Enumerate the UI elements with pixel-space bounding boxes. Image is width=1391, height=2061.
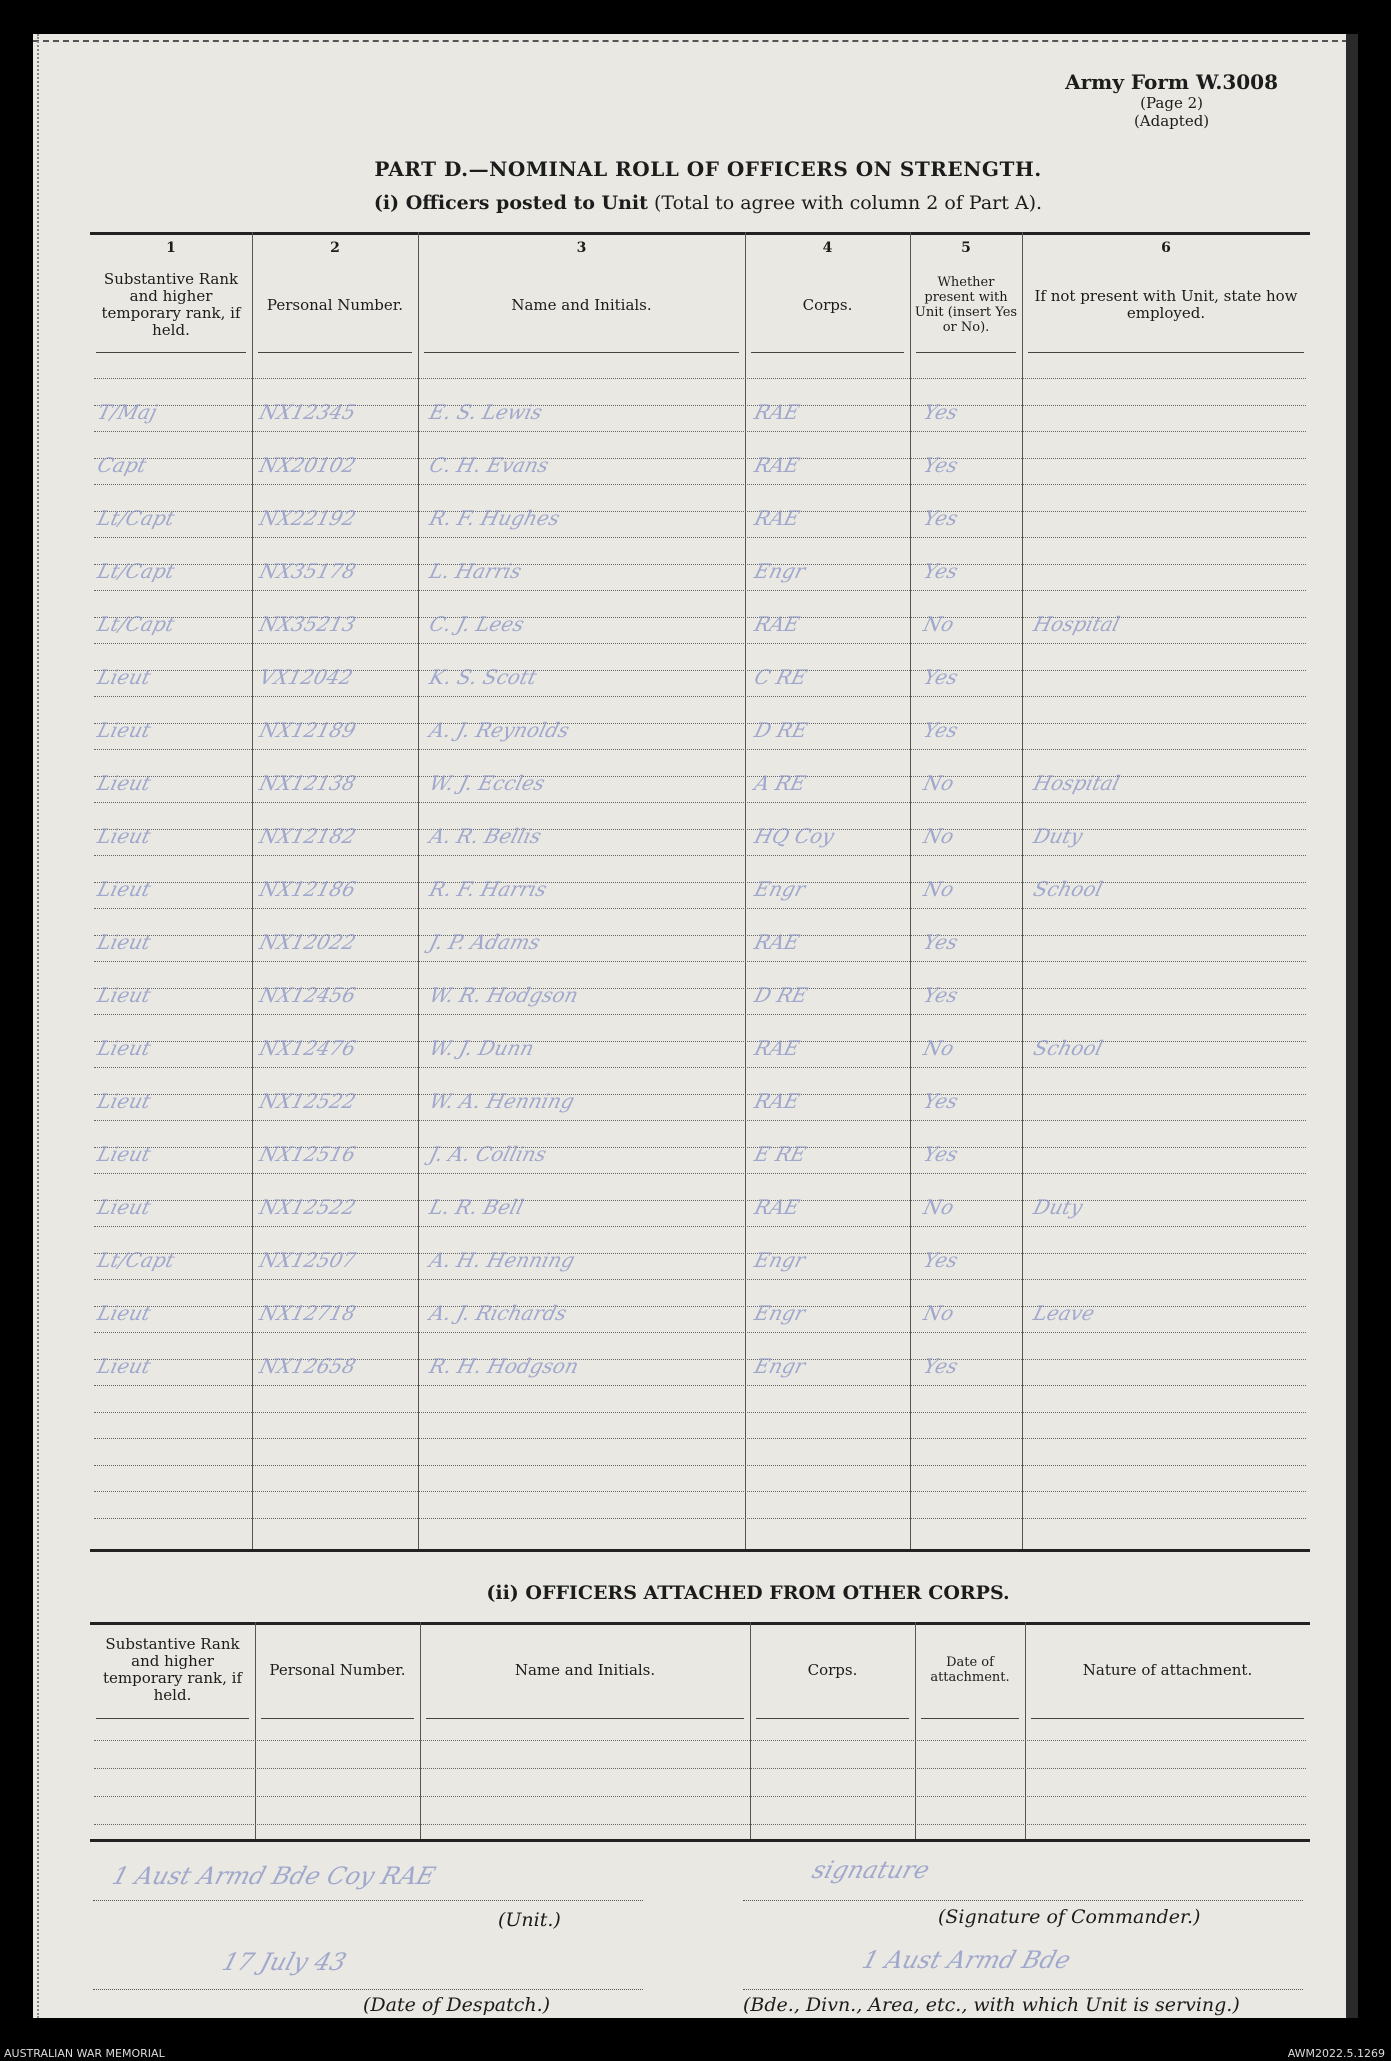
header-employed: If not present with Unit, state how employed. <box>1034 287 1298 322</box>
cell-number: NX35178 <box>257 559 359 583</box>
cell-present: No <box>921 1036 957 1060</box>
column-number-1: 1 <box>166 240 176 256</box>
cell-number: NX12522 <box>257 1195 359 1219</box>
cell-corps: A RE <box>752 771 809 795</box>
officers-attached-table <box>90 1622 1310 1842</box>
header-rule <box>1028 352 1304 353</box>
ruled-line <box>94 1412 1306 1413</box>
column-number-3: 3 <box>576 240 587 256</box>
ruled-line <box>94 1768 1306 1769</box>
cell-name: W. R. Hodgson <box>427 983 581 1007</box>
form-identifier <box>1065 70 1278 130</box>
ruled-line <box>94 1796 1306 1797</box>
cell-name: R. F. Harris <box>427 877 550 901</box>
cell-corps: E RE <box>752 1142 809 1166</box>
cell-present: Yes <box>921 1248 961 1272</box>
cell-present: Yes <box>921 400 961 424</box>
cell-corps: Engr <box>752 1354 808 1378</box>
column-number-4: 4 <box>822 240 833 256</box>
cell-name: W. J. Eccles <box>427 771 548 795</box>
despatch-label: (Date of Despatch.) <box>363 1994 551 2016</box>
cell-corps: RAE <box>752 400 803 424</box>
cell-rank: T/Maj <box>95 400 160 424</box>
cell-present: Yes <box>921 1142 961 1166</box>
cell-name: W. J. Dunn <box>427 1036 537 1060</box>
cell-corps: Engr <box>752 1248 808 1272</box>
header-rule <box>1031 1718 1304 1719</box>
column-number-5: 5 <box>961 240 971 256</box>
cell-rank: Lt/Capt <box>95 612 178 636</box>
cell-rank: Lieut <box>95 718 154 742</box>
commander-label: (Signature of Commander.) <box>938 1906 1201 1928</box>
form-page <box>33 34 1358 2018</box>
column-divider <box>418 232 419 1549</box>
column-divider <box>915 1622 916 1839</box>
unit-handwritten: 1 Aust Armd Bde Coy RAE <box>108 1862 439 1890</box>
cell-number: NX12138 <box>257 771 359 795</box>
cell-number: NX35213 <box>257 612 359 636</box>
cell-name: A. J. Richards <box>427 1301 570 1325</box>
cell-corps: RAE <box>752 453 803 477</box>
column-divider <box>420 1622 421 1839</box>
column-divider <box>1025 1622 1026 1839</box>
ruled-line <box>94 908 1306 909</box>
subtitle-rest: (Total to agree with column 2 of Part A). <box>653 192 1043 214</box>
column-number-2: 2 <box>330 240 340 256</box>
cell-employed: Hospital <box>1031 612 1123 636</box>
header-rule <box>96 352 246 353</box>
cell-corps: C RE <box>752 665 810 689</box>
header-rule <box>916 352 1016 353</box>
cell-employed: School <box>1031 877 1106 901</box>
cell-corps: RAE <box>752 1089 803 1113</box>
cell-present: Yes <box>921 559 961 583</box>
table-top-rule <box>90 232 1310 235</box>
header-present: Whether present with Unit (insert Yes or No). <box>914 275 1018 335</box>
unit-label: (Unit.) <box>498 1909 561 1931</box>
cell-rank: Lieut <box>95 877 154 901</box>
perforation-left <box>37 34 39 2018</box>
cell-present: Yes <box>921 718 961 742</box>
cell-name: L. Harris <box>427 559 525 583</box>
ruled-line <box>94 1067 1306 1068</box>
table2-top-rule <box>90 1622 1310 1625</box>
cell-number: NX12718 <box>257 1301 359 1325</box>
perforation-top <box>33 40 1358 42</box>
cell-number: VX12042 <box>257 665 356 689</box>
commander-signature: signature <box>808 1856 933 1884</box>
cell-present: Yes <box>921 1089 961 1113</box>
ruled-line <box>94 1824 1306 1825</box>
header-corps: Corps. <box>802 295 853 314</box>
commander-line <box>743 1900 1303 1901</box>
cell-name: A. J. Reynolds <box>427 718 572 742</box>
table2-bottom-rule <box>90 1839 1310 1842</box>
header-rule <box>96 1718 249 1719</box>
header-rule <box>756 1718 909 1719</box>
cell-rank: Lt/Capt <box>95 559 178 583</box>
cell-corps: RAE <box>752 930 803 954</box>
attached-header-rank: Substantive Rank and higher temporary rank, if held. <box>102 1635 243 1704</box>
cell-rank: Lieut <box>95 1089 154 1113</box>
ruled-line <box>94 1173 1306 1174</box>
cell-number: NX12189 <box>257 718 359 742</box>
table-bottom-rule <box>90 1549 1310 1552</box>
ruled-line <box>94 855 1306 856</box>
cell-number: NX12522 <box>257 1089 359 1113</box>
cell-number: NX12022 <box>257 930 359 954</box>
cell-employed: School <box>1031 1036 1106 1060</box>
ruled-line <box>94 1491 1306 1492</box>
bde-label: (Bde., Divn., Area, etc., with which Unit is serving.) <box>743 1994 1240 2016</box>
column-divider <box>252 232 253 1549</box>
ruled-line <box>94 484 1306 485</box>
ruled-line <box>94 1465 1306 1466</box>
cell-corps: HQ Coy <box>752 824 837 848</box>
despatch-line <box>93 1989 643 1990</box>
cell-rank: Lieut <box>95 1142 154 1166</box>
cell-rank: Lieut <box>95 983 154 1007</box>
cell-present: No <box>921 877 957 901</box>
ruled-line <box>94 696 1306 697</box>
cell-name: C. J. Lees <box>427 612 527 636</box>
cell-present: No <box>921 1195 957 1219</box>
cell-corps: RAE <box>752 612 803 636</box>
header-rule <box>424 352 739 353</box>
subtitle-bold: (i) Officers posted to Unit <box>373 192 648 214</box>
cell-name: W. A. Henning <box>427 1089 578 1113</box>
cell-employed: Duty <box>1031 824 1086 848</box>
cell-number: NX12186 <box>257 877 359 901</box>
cell-present: No <box>921 824 957 848</box>
cell-number: NX20102 <box>257 453 359 477</box>
ruled-line <box>94 961 1306 962</box>
cell-rank: Lieut <box>95 1354 154 1378</box>
section-2-title: (ii) OFFICERS ATTACHED FROM OTHER CORPS. <box>486 1582 1010 1604</box>
ruled-line <box>94 802 1306 803</box>
cell-name: J. P. Adams <box>427 930 543 954</box>
cell-present: Yes <box>921 1354 961 1378</box>
column-divider <box>910 232 911 1549</box>
cell-corps: RAE <box>752 506 803 530</box>
footer-left: AUSTRALIAN WAR MEMORIAL <box>4 2047 165 2060</box>
cell-number: NX12507 <box>257 1248 359 1272</box>
cell-present: Yes <box>921 506 961 530</box>
cell-present: No <box>921 612 957 636</box>
cell-corps: Engr <box>752 877 808 901</box>
ruled-line <box>94 1518 1306 1519</box>
footer-right: AWM2022.5.1269 <box>1287 2047 1385 2060</box>
ruled-line <box>94 1740 1306 1741</box>
cell-corps: RAE <box>752 1036 803 1060</box>
cell-number: NX22192 <box>257 506 359 530</box>
header-rule <box>426 1718 744 1719</box>
cell-number: NX12345 <box>257 400 359 424</box>
cell-rank: Lieut <box>95 824 154 848</box>
column-divider <box>745 232 746 1549</box>
cell-number: NX12456 <box>257 983 359 1007</box>
cell-present: Yes <box>921 453 961 477</box>
cell-corps: Engr <box>752 559 808 583</box>
cell-number: NX12658 <box>257 1354 359 1378</box>
form-page-number: (Page 2) <box>1140 94 1203 112</box>
attached-header-name: Name and Initials. <box>514 1660 656 1679</box>
cell-name: R. F. Hughes <box>427 506 563 530</box>
ruled-line <box>94 1014 1306 1015</box>
unit-line <box>93 1900 643 1901</box>
cell-rank: Lieut <box>95 930 154 954</box>
cell-rank: Capt <box>95 453 150 477</box>
cell-present: No <box>921 771 957 795</box>
column-divider <box>750 1622 751 1839</box>
ruled-line <box>94 1120 1306 1121</box>
cell-present: No <box>921 1301 957 1325</box>
cell-present: Yes <box>921 930 961 954</box>
cell-present: Yes <box>921 983 961 1007</box>
ruled-line <box>94 431 1306 432</box>
cell-rank: Lieut <box>95 771 154 795</box>
header-rule <box>921 1718 1019 1719</box>
cell-corps: RAE <box>752 1195 803 1219</box>
column-divider <box>1022 232 1023 1549</box>
header-rank: Substantive Rank and higher temporary rank, if held. <box>101 270 241 339</box>
column-divider <box>255 1622 256 1839</box>
cell-rank: Lieut <box>95 1036 154 1060</box>
attached-header-corps: Corps. <box>807 1660 858 1679</box>
cell-name: A. R. Bellis <box>427 824 544 848</box>
ruled-line <box>94 1385 1306 1386</box>
header-rule <box>751 352 904 353</box>
attached-header-number: Personal Number. <box>269 1660 406 1679</box>
cell-corps: D RE <box>752 983 811 1007</box>
cell-rank: Lieut <box>95 1301 154 1325</box>
ruled-line <box>94 1438 1306 1439</box>
ruled-line <box>94 590 1306 591</box>
ruled-line <box>94 1226 1306 1227</box>
cell-number: NX12182 <box>257 824 359 848</box>
form-number: Army Form W.3008 <box>1065 70 1278 94</box>
page-edge <box>1346 34 1358 2018</box>
column-number-6: 6 <box>1161 240 1171 256</box>
cell-number: NX12516 <box>257 1142 359 1166</box>
cell-present: Yes <box>921 665 961 689</box>
cell-name: J. A. Collins <box>427 1142 550 1166</box>
page-title: PART D.—NOMINAL ROLL OF OFFICERS ON STRENGTH. <box>374 157 1042 181</box>
header-rule <box>258 352 412 353</box>
cell-employed: Leave <box>1031 1301 1098 1325</box>
header-rule <box>261 1718 414 1719</box>
cell-name: A. H. Henning <box>427 1248 578 1272</box>
cell-name: K. S. Scott <box>427 665 540 689</box>
ruled-line <box>94 749 1306 750</box>
cell-rank: Lieut <box>95 665 154 689</box>
header-number: Personal Number. <box>266 295 404 314</box>
ruled-line <box>94 1332 1306 1333</box>
cell-name: R. H. Hodgson <box>427 1354 582 1378</box>
officers-posted-table <box>90 232 1310 1552</box>
cell-name: E. S. Lewis <box>427 400 545 424</box>
cell-name: C. H. Evans <box>427 453 552 477</box>
ruled-line <box>94 1279 1306 1280</box>
ruled-line <box>94 537 1306 538</box>
cell-corps: D RE <box>752 718 811 742</box>
bde-handwritten: 1 Aust Armd Bde <box>858 1946 1075 1974</box>
despatch-handwritten: 17 July 43 <box>218 1948 350 1976</box>
bde-line <box>743 1989 1303 1990</box>
cell-rank: Lt/Capt <box>95 1248 178 1272</box>
ruled-line <box>94 643 1306 644</box>
cell-rank: Lt/Capt <box>95 506 178 530</box>
ruled-line <box>94 378 1306 379</box>
cell-name: L. R. Bell <box>427 1195 527 1219</box>
form-adapted: (Adapted) <box>1133 112 1210 130</box>
cell-employed: Hospital <box>1031 771 1123 795</box>
cell-number: NX12476 <box>257 1036 359 1060</box>
header-name: Name and Initials. <box>511 295 652 314</box>
cell-employed: Duty <box>1031 1195 1086 1219</box>
page-subtitle <box>33 192 1358 214</box>
attached-header-nature: Nature of attachment. <box>1082 1660 1253 1679</box>
cell-rank: Lieut <box>95 1195 154 1219</box>
cell-corps: Engr <box>752 1301 808 1325</box>
attached-header-date: Date of attachment. <box>930 1655 1010 1685</box>
